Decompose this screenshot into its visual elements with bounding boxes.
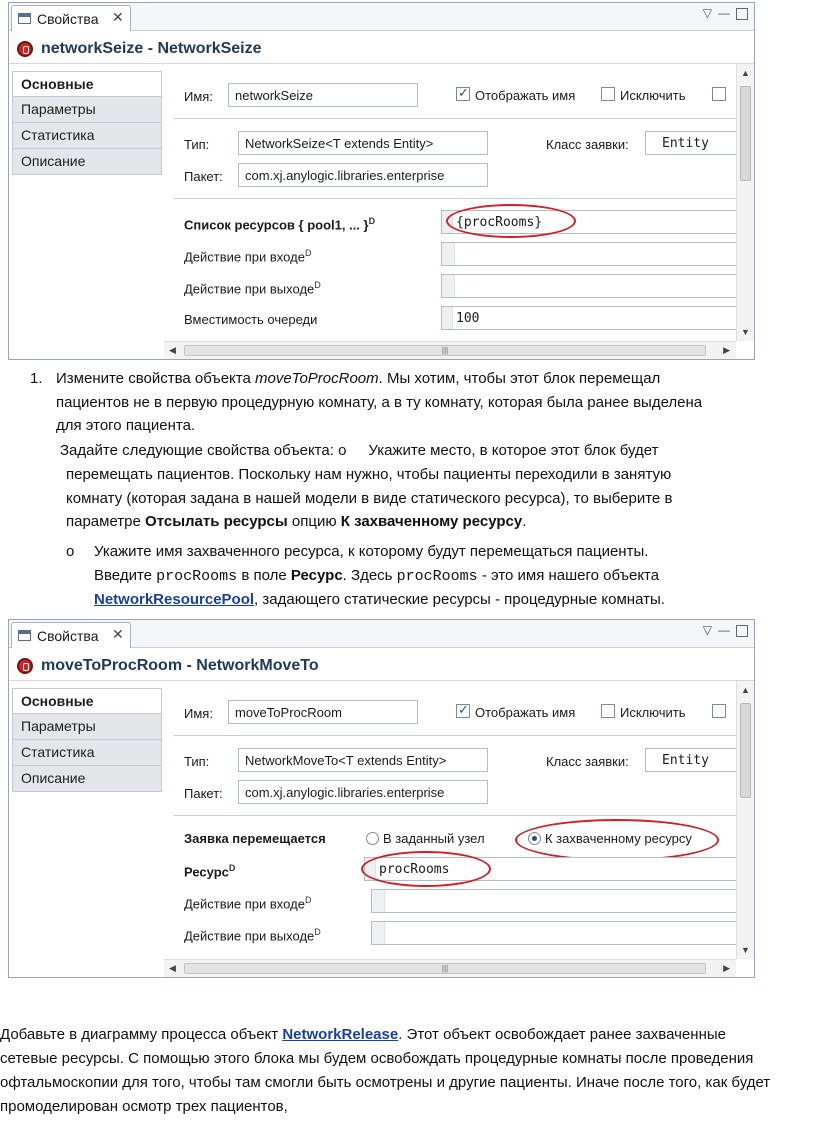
on-exit-dynamic-marker: D	[314, 280, 321, 290]
on-exit-dynamic-marker: D	[314, 927, 321, 937]
properties-line-2: перемещать пациентов. Поскольку нам нужно, чтобы пациенты переходили в занятую	[66, 466, 672, 483]
maximize-icon[interactable]	[736, 8, 748, 20]
resources-group	[174, 198, 736, 199]
text-run: параметре	[66, 513, 146, 530]
scroll-down-icon[interactable]: ▼	[741, 945, 750, 955]
vertical-scrollbar[interactable]	[736, 64, 754, 341]
show-name-checkbox[interactable]	[456, 704, 470, 718]
resources-label-text: Список ресурсов { pool1, ... }	[184, 217, 369, 233]
text-run: - это имя нашего объекта	[477, 567, 660, 584]
tab-title: Свойства	[37, 11, 99, 27]
minimize-icon[interactable]: —	[718, 6, 736, 20]
type-field: NetworkSeize<T extends Entity>	[238, 131, 488, 155]
text-run: , задающего статические ресурсы - процедурные комнаты.	[254, 591, 665, 608]
section-sidebar	[12, 688, 162, 792]
text-run: Укажите место, в которое этот блок будет	[368, 442, 659, 459]
radio-node-label: В заданный узел	[383, 831, 485, 846]
name-label: Имя:	[184, 89, 213, 104]
properties-intro-line	[60, 439, 659, 463]
object-name: moveToProcRoom	[254, 370, 379, 387]
bullet-item	[66, 540, 74, 564]
option-name: К захваченному ресурсу	[340, 513, 523, 530]
extra-checkbox[interactable]	[712, 704, 726, 718]
type-group	[174, 118, 736, 119]
queue-capacity-label: Вместимость очереди	[184, 312, 318, 327]
on-enter-label	[184, 895, 311, 911]
exclude-label: Исключить	[620, 88, 686, 103]
sidebar-item-main[interactable]: Основные	[12, 71, 162, 97]
text-run: .	[522, 513, 527, 530]
entity-class-field[interactable]: Entity	[645, 748, 741, 772]
highlight-ellipse	[446, 204, 576, 238]
scroll-left-icon[interactable]: ◀	[169, 963, 176, 973]
properties-panel-network-seize	[8, 2, 755, 360]
tab-title: Свойства	[37, 628, 99, 644]
exclude-checkbox[interactable]	[601, 704, 615, 718]
show-name-label: Отображать имя	[475, 705, 576, 720]
instruction-line-2: пациентов не в первую процедурную комнату, а в ту комнату, которая была ранее выделена	[56, 394, 703, 411]
name-field[interactable]: moveToProcRoom	[228, 700, 418, 724]
network-resource-pool-link[interactable]: NetworkResourcePool	[94, 591, 255, 608]
show-name-label: Отображать имя	[475, 88, 576, 103]
resource-label	[184, 863, 235, 879]
item-number: 1.	[30, 370, 43, 387]
properties-content	[164, 64, 736, 341]
properties-content	[164, 681, 736, 959]
release-paragraph-line-2: сетевые ресурсы. С помощью этого блока мы будем освобождать процедурные комнаты после проведения	[0, 1050, 754, 1067]
scroll-up-icon[interactable]: ▲	[741, 68, 750, 78]
resource-dynamic-marker: D	[228, 863, 236, 873]
scroll-thumb[interactable]	[740, 86, 751, 181]
text-run: Измените свойства объекта	[56, 370, 255, 387]
sidebar-item-description[interactable]: Описание	[12, 149, 162, 175]
on-exit-label-text: Действие при выходе	[184, 281, 315, 297]
sidebar-item-parameters[interactable]: Параметры	[12, 714, 162, 740]
highlight-ellipse	[515, 819, 719, 861]
entity-class-field[interactable]: Entity	[645, 131, 741, 155]
vertical-scrollbar[interactable]	[736, 681, 754, 959]
moves-label: Заявка перемещается	[184, 831, 326, 846]
horizontal-scrollbar[interactable]	[164, 341, 736, 359]
properties-line-4	[66, 510, 526, 534]
type-group	[174, 735, 736, 736]
list-item-1	[30, 367, 790, 391]
on-enter-field[interactable]	[441, 242, 741, 266]
scroll-thumb[interactable]	[740, 703, 751, 798]
network-release-link[interactable]: NetworkRelease	[282, 1026, 399, 1043]
release-paragraph-line-1	[0, 1023, 726, 1047]
object-icon	[17, 41, 33, 57]
resources-dynamic-marker: D	[368, 216, 376, 226]
menu-down-icon[interactable]: ▽	[702, 6, 718, 20]
radio-seized-resource-label: К захваченному ресурсу	[545, 831, 692, 846]
on-enter-dynamic-marker: D	[304, 248, 312, 258]
type-label: Тип:	[184, 137, 210, 152]
entity-class-label: Класс заявки:	[546, 137, 629, 152]
on-exit-field[interactable]	[441, 274, 741, 298]
on-exit-field[interactable]	[371, 921, 741, 945]
object-icon	[17, 658, 33, 674]
close-icon[interactable]: ✕	[112, 626, 124, 642]
show-name-checkbox[interactable]	[456, 87, 470, 101]
close-icon[interactable]: ✕	[112, 9, 124, 25]
scroll-up-icon[interactable]: ▲	[741, 685, 750, 695]
view-icon	[18, 13, 31, 24]
text-run: . Здесь	[342, 567, 397, 584]
exclude-label: Исключить	[620, 705, 686, 720]
on-enter-dynamic-marker: D	[304, 895, 312, 905]
text-run: Задайте следующие свойства объекта:	[60, 442, 339, 459]
maximize-icon[interactable]	[736, 625, 748, 637]
scroll-right-icon[interactable]: ▶	[723, 963, 730, 973]
bullet-marker: o	[338, 442, 347, 459]
field-name: Ресурс	[290, 567, 343, 584]
sidebar-item-main[interactable]: Основные	[12, 688, 162, 714]
sidebar-item-statistics[interactable]: Статистика	[12, 740, 162, 766]
moves-group	[174, 815, 736, 816]
view-icon	[18, 630, 31, 641]
resources-label	[184, 216, 375, 232]
text-run: . Мы хотим, чтобы этот блок перемещал	[378, 370, 661, 387]
param-name: Отсылать ресурсы	[145, 513, 288, 530]
object-title-bar	[9, 32, 754, 64]
name-field[interactable]: networkSeize	[228, 83, 418, 107]
resource-label-text: Ресурс	[184, 864, 229, 880]
queue-capacity-field[interactable]: 100	[441, 306, 741, 330]
object-title: networkSeize - NetworkSeize	[41, 40, 262, 57]
tab-properties[interactable]	[11, 622, 131, 648]
horizontal-scrollbar[interactable]	[164, 959, 736, 977]
on-enter-field[interactable]	[371, 889, 741, 913]
exclude-checkbox[interactable]	[601, 87, 615, 101]
resource-instruction-line-2	[94, 564, 659, 589]
type-field: NetworkMoveTo<T extends Entity>	[238, 748, 488, 772]
type-label: Тип:	[184, 754, 210, 769]
code-run: procRooms	[156, 568, 238, 585]
section-sidebar	[12, 71, 162, 175]
name-label: Имя:	[184, 706, 213, 721]
sidebar-item-statistics[interactable]: Статистика	[12, 123, 162, 149]
text-run: в поле	[237, 567, 291, 584]
sidebar-item-parameters[interactable]: Параметры	[12, 97, 162, 123]
text-run: . Этот объект освобождает ранее захваченные	[398, 1026, 726, 1043]
panel-tab-bar	[9, 620, 754, 648]
extra-checkbox[interactable]	[712, 87, 726, 101]
radio-node[interactable]	[366, 832, 379, 845]
package-field: com.xj.anylogic.libraries.enterprise	[238, 780, 488, 804]
on-enter-label-text: Действие при входе	[184, 249, 305, 265]
release-paragraph-line-3: офтальмоскопии для того, чтобы там смогли быть осмотрены и другие пациенты. Иначе после того, как будет	[0, 1074, 771, 1091]
properties-line-3: комнату (которая задана в нашей модели в виде статического ресурса), то выберите в	[66, 490, 673, 507]
sidebar-item-description[interactable]: Описание	[12, 766, 162, 792]
scroll-thumb[interactable]: |||	[184, 345, 706, 356]
object-title: moveToProcRoom - NetworkMoveTo	[41, 657, 319, 674]
resource-instruction-line-3	[94, 588, 665, 612]
window-controls	[703, 6, 748, 20]
entity-class-label: Класс заявки:	[546, 754, 629, 769]
properties-panel-network-move-to	[8, 619, 755, 978]
package-label: Пакет:	[184, 169, 223, 184]
package-field: com.xj.anylogic.libraries.enterprise	[238, 163, 488, 187]
code-run: procRooms	[396, 568, 478, 585]
highlight-ellipse	[361, 851, 491, 887]
on-exit-label-text: Действие при выходе	[184, 928, 315, 944]
release-paragraph-line-4: промоделирован осмотр трех пациентов,	[0, 1098, 288, 1115]
object-title-bar	[9, 649, 754, 681]
on-exit-label	[184, 280, 321, 296]
package-label: Пакет:	[184, 786, 223, 801]
bullet-marker: o	[66, 543, 75, 560]
text-run: Введите	[94, 567, 157, 584]
tab-properties[interactable]	[11, 5, 131, 31]
instruction-line-1	[56, 367, 660, 391]
scroll-left-icon[interactable]: ◀	[169, 345, 176, 355]
scroll-thumb[interactable]: |||	[184, 963, 706, 974]
scroll-right-icon[interactable]: ▶	[723, 345, 730, 355]
scroll-down-icon[interactable]: ▼	[741, 327, 750, 337]
menu-down-icon[interactable]: ▽	[702, 623, 718, 637]
on-enter-label	[184, 248, 311, 264]
resources-field[interactable]: {procRooms}	[441, 210, 741, 234]
panel-tab-bar	[9, 3, 754, 31]
minimize-icon[interactable]: —	[718, 623, 736, 637]
text-run: Добавьте в диаграмму процесса объект	[0, 1026, 283, 1043]
text-run: опцию	[287, 513, 341, 530]
window-controls	[703, 623, 748, 637]
on-exit-label	[184, 927, 321, 943]
resource-field[interactable]: procRooms	[364, 857, 741, 881]
instruction-line-3: для этого пациента.	[56, 417, 196, 434]
on-enter-label-text: Действие при входе	[184, 896, 305, 912]
resource-instruction-line-1: Укажите имя захваченного ресурса, к которому будут перемещаться пациенты.	[94, 543, 649, 560]
